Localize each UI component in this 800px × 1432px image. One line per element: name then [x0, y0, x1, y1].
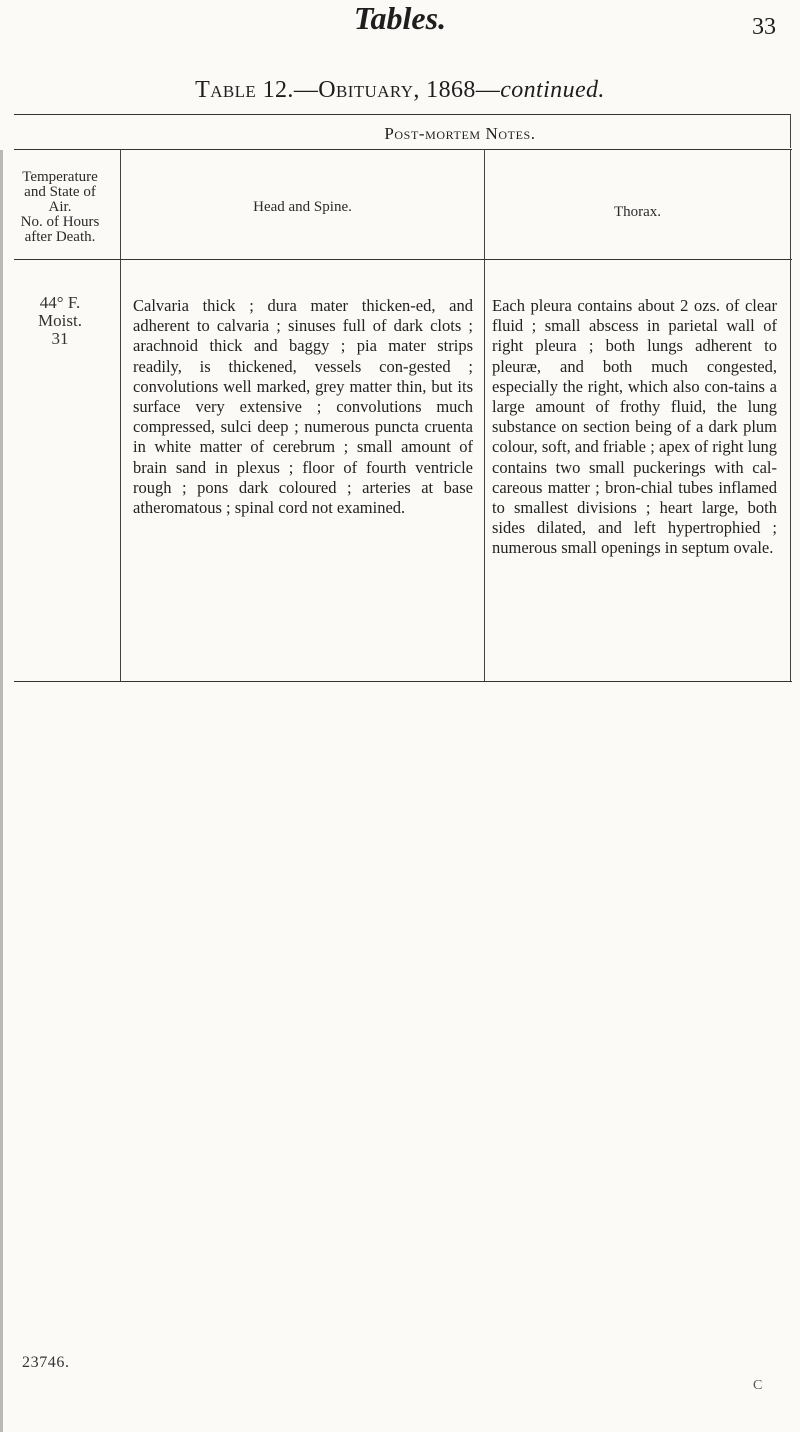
group-header: Post-mortem Notes.	[384, 124, 536, 143]
running-head: Tables.	[353, 0, 447, 36]
printer-signature: 23746.	[22, 1354, 70, 1371]
cell-thorax: Each pleura contains about 2 ozs. of clear fluid ; small abscess in parietal wall of right pleura ; both lungs adherent to pleuræ, and both much congested, especially the right, which also con-tains a large amount of frothy fluid, the lung substance on section being of a dark plum colour, soft, and friable ; apex of right lung contains two small puckerings with cal-careous matter ; bron-chial tubes inflamed to smallest divisions ; heart large, both sides dilated, and left hypertrophied ; numerous small openings in septum ovale.	[492, 296, 777, 558]
header-line: after Death.	[24, 229, 96, 245]
right-edge-rule-top	[790, 114, 791, 148]
cell-air-data	[4, 294, 116, 348]
header-line: and State of	[24, 184, 96, 200]
column-header-temperature	[4, 170, 116, 245]
header-line: No. of Hours	[20, 214, 100, 230]
caption-dash-2: —	[475, 77, 501, 103]
column-header-rule	[14, 259, 792, 260]
table-caption	[0, 76, 800, 104]
column-header-head-and-spine: Head and Spine.	[253, 199, 352, 215]
table-label: Table 12.	[195, 77, 294, 103]
header-line: Temperature	[22, 169, 98, 185]
air-state-value: Moist.	[38, 311, 82, 330]
signature-mark: C	[753, 1378, 763, 1393]
table-bottom-rule	[14, 681, 792, 682]
page-number: 33	[752, 14, 776, 40]
table-title: Obituary, 1868	[318, 77, 476, 103]
cell-head-and-spine: Calvaria thick ; dura mater thicken-ed, and adherent to calvaria ; sinuses full of dark clots ; arachnoid thick and baggy ; pia mater strips readily, is thickened, vessels con-gested ; convolutions well marked, grey matter thin, but its surface very extensive ; convolutions much compressed, sulci deep ; numerous puncta cruenta in white matter of cerebrum ; small amount of brain sand in plexus ; floor of fourth ventricle rough ; pons dark coloured ; arteries at base atheromatous ; spinal cord not examined.	[133, 296, 473, 518]
page-edge-shadow	[0, 150, 3, 1432]
continued-label: continued.	[500, 77, 605, 103]
caption-dash: —	[293, 77, 319, 103]
column-divider-2	[484, 149, 485, 681]
hours-after-death-value: 31	[51, 329, 69, 348]
header-line: Air.	[48, 199, 72, 215]
right-edge-rule	[790, 149, 791, 681]
temperature-value: 44° F.	[39, 293, 81, 312]
group-header-rule	[14, 149, 792, 150]
caption-rule	[14, 114, 790, 115]
column-divider-1	[120, 149, 121, 681]
column-header-thorax: Thorax.	[613, 204, 662, 220]
